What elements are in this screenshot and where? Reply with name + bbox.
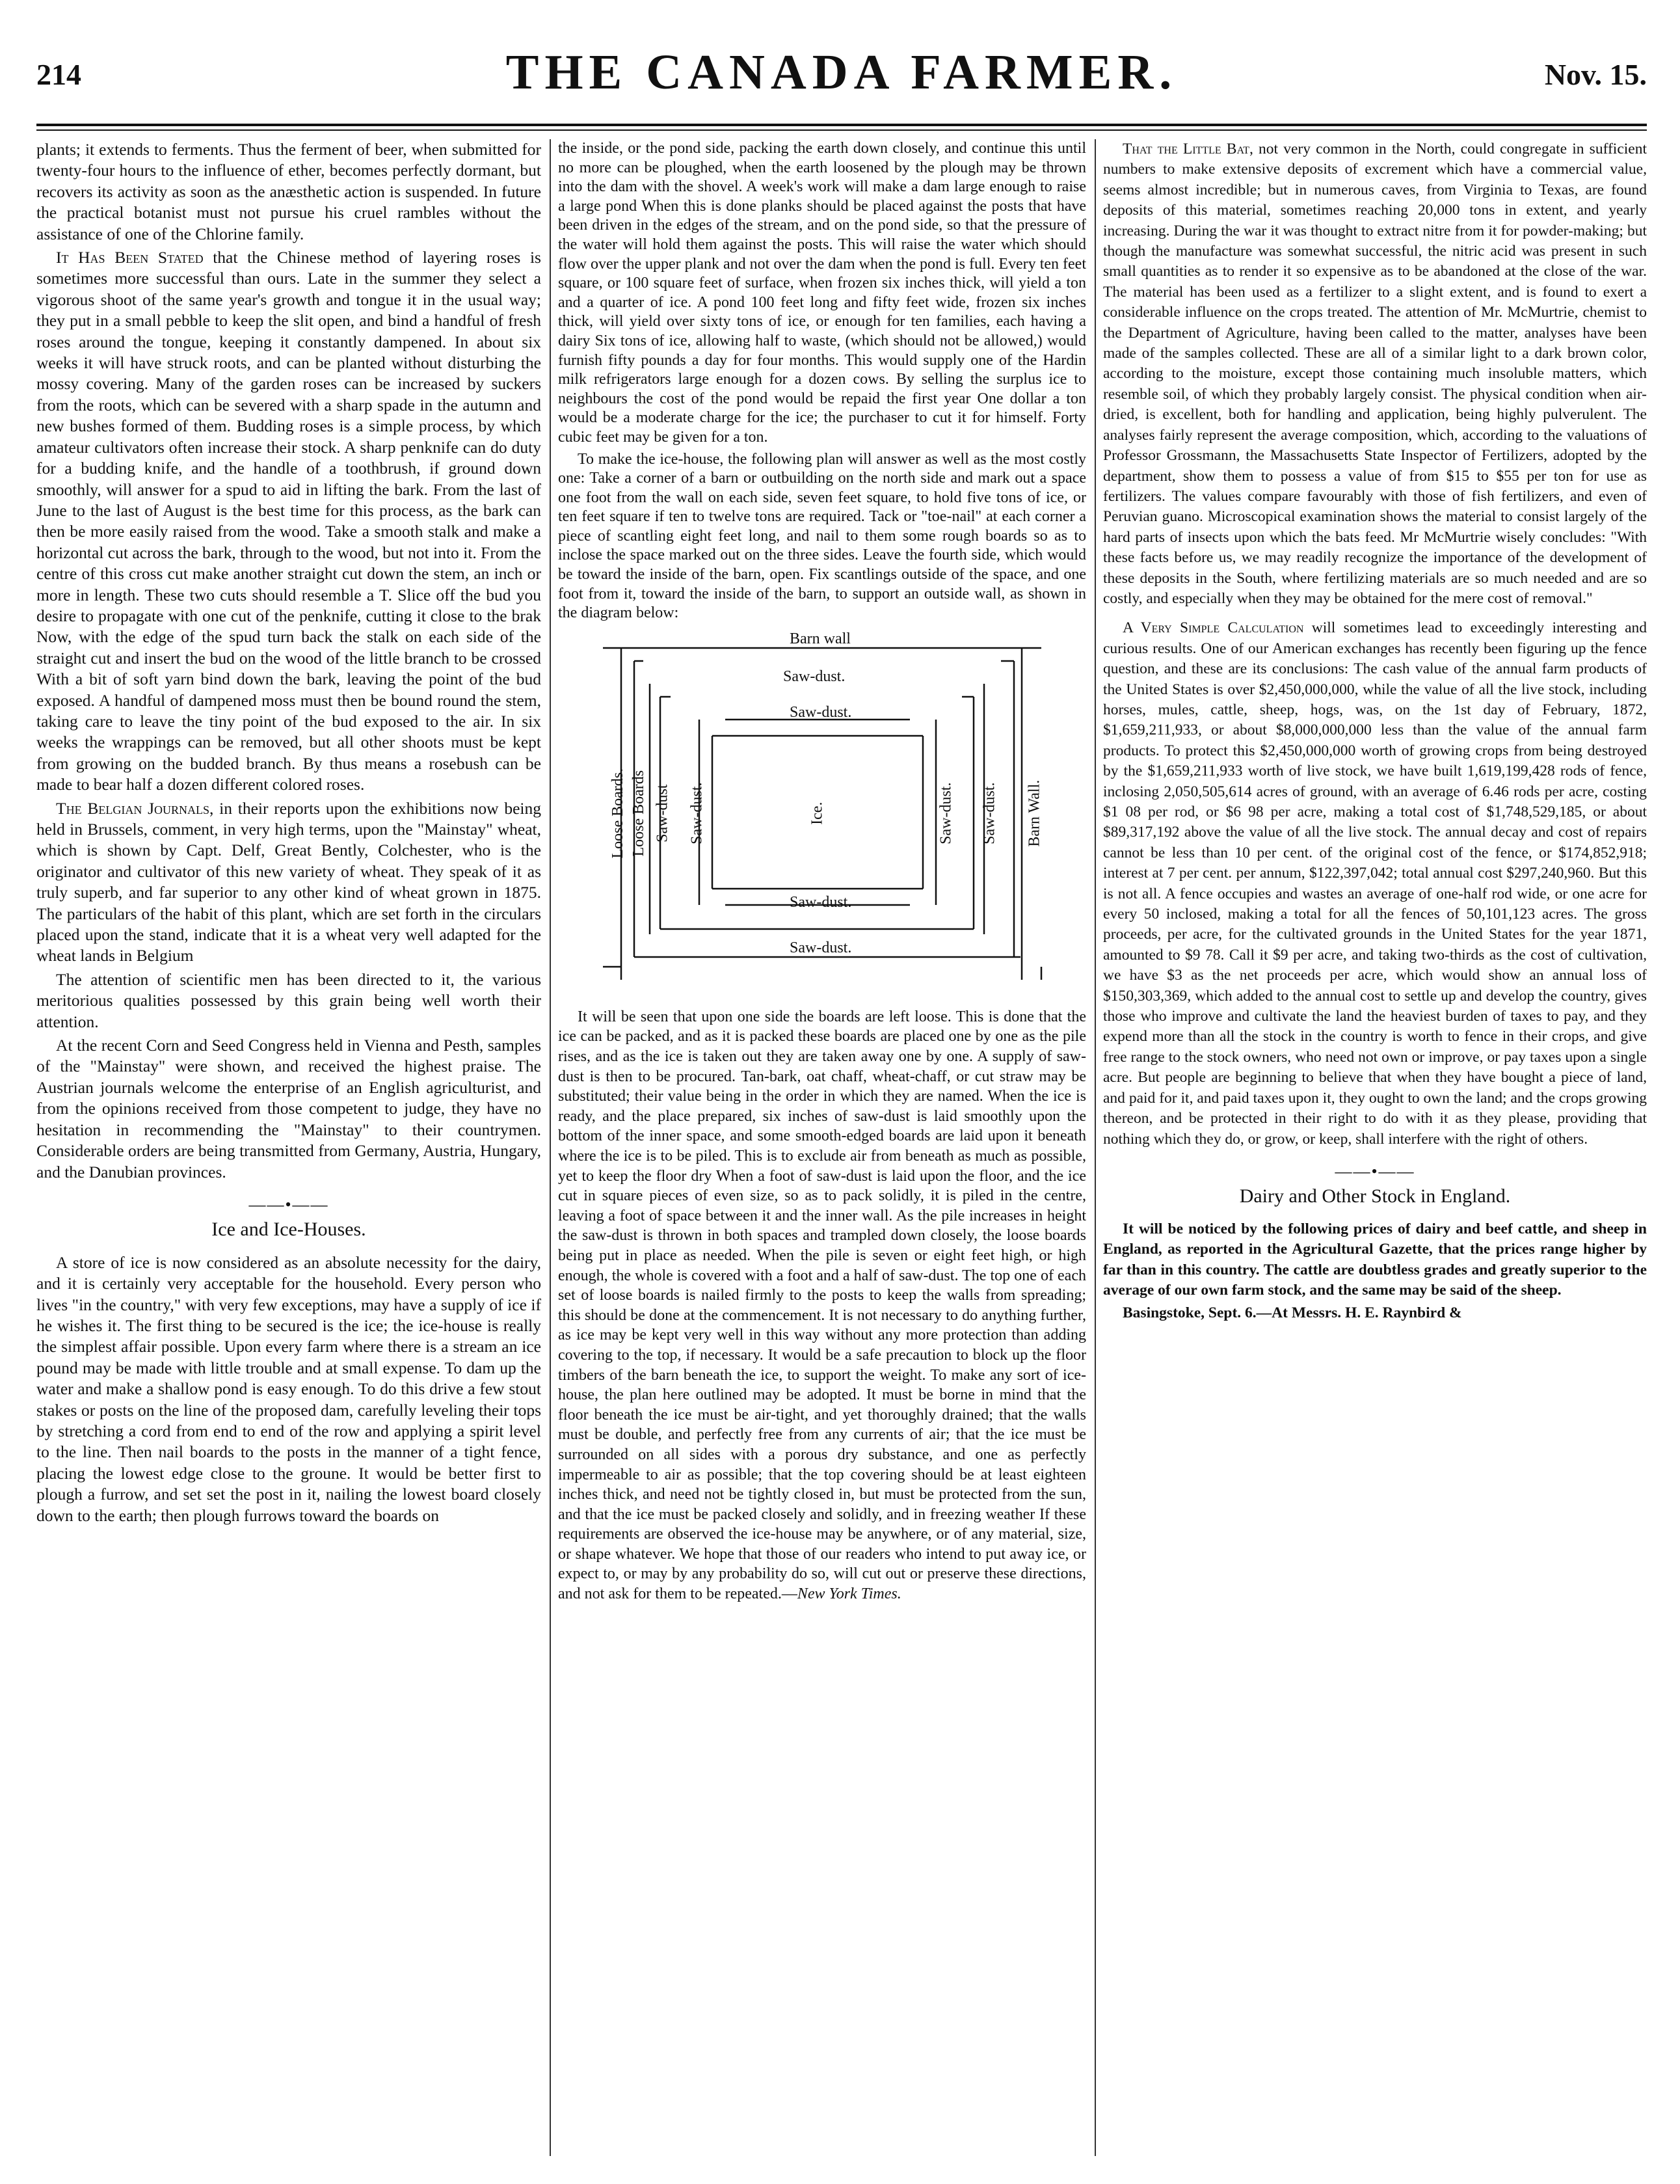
paragraph: It will be noticed by the following prices of dairy and beef cattle, and sheep in England, as reported in the Agricultural Gazette, that the prices range higher by far than in this country. The cattle are doubtless grades and greatly superior to the average of our own farm stock, and the same may be said of the sheep. xyxy=(1103,1220,1647,1299)
paragraph-text: It will be seen that upon one side the boards are left loose. This is done that the ice can be packed, and as it is packed these boards are placed one by one as the pile rises, and as the ice is taken out they are taken away one by one. A supply of saw-dust is then to be procured. Tan-bark, oat chaff, wheat-chaff, or cut straw may be substituted; their value being in the order in which they are named. When the ice is ready, and the place prepared, six inches of saw-dust is laid smoothly upon the bottom of the inner space, and some smooth-edged boards are laid upon it beneath where the ice is to be piled. This is to exclude air from beneath as much as possible, yet to keep the floor dry When a foot of saw-dust is laid upon the floor, and the ice cut in square pieces of even size, so as to pack solidly, it is piled in the centre, leaving a foot of space between it and the inner wall. As the pile increases in height the saw-dust is thrown in both spaces and trampled down closely, the loose boards being put in place as needed. When the pile is seven or eight feet high, or high enough, the whole is covered with a foot and a half of saw-dust. The top one of each set of loose boards is nailed firmly to the posts to keep the walls from spreading; this should be done at the commencement. It is not necessary to do anything further, as ice may be kept very well in this way without any more protection than adding covering to the top, if necessary. It would be a safe precaution to block up the floor timbers of the barn beneath the ice, to support the weight. To make any sort of ice-house, the plan here outlined may be adopted. It must be borne in mind that the floor beneath the ice must be air-tight, and yet thoroughly drained; that the walls must be double, and perfectly free from any currents of air; that the ice must be surrounded on all sides with a porous dry substance, and one as perfectly impermeable to air as possible; that the top covering should be at least eighteen inches thick, and need not be tightly closed in, but must be protected from the sun, and that the ice must be packed closely and solidly, and in freezing weather If these requirements are observed the ice-house may be anywhere, or of any material, size, or shape whatever. We hope that those of our readers who intend to put away ice, or expect to, or may by any probability do so, will cut out or preserve these directions, and not ask for them to be repeated. xyxy=(558,1008,1086,1603)
paragraph-text: in their reports upon the exhibitions now being held in Brussels, comment, in very high terms, upon the "Mainstay" wheat, which is shown by Capt. Delf, Great Bently, Colchester, who is the originator and cultivator of this new variety of wheat. They speak of it as truly superb, and far superior to any other kind of wheat grown in 1875. The particulars of the habit of this plant, which are set forth in the circulars placed upon the stand, indicate that it is a wheat very well adapted for the wheat lands in Belgium xyxy=(36,798,541,965)
paragraph-text: that the Chinese method of layering roses is sometimes more successful than ours. Late in the summer they select a vigorous shoot of the same year's growth and tongue it in the usual way; they put in a small pebble to keep the slit open, and bind a handful of fresh roses around the tongue, keeping it constantly dampened. In about six weeks it will have struck roots, and can be planted without disturbing the mossy covering. Many of the garden roses can be increased by suckers from the roots, which can be severed with a sharp spade in the autumn and new bushes formed of them. Budding roses is a simple process, by which amateur cultivators often increase their stock. A sharp penknife can do duty for a budding knife, and the handle of a toothbrush, if ground down smoothly, will answer for a spud to aid in lifting the bark. From the last of June to the last of August is the best time for this process, as the bark can then be more easily raised from the wood. Take a smooth stalk and make a horizontal cut across the bark, through to the wood, but not into it. From the centre of this cross cut make another straight cut down the stem, an inch or more in length. These two cuts should resemble a T. Slice off the bud you desire to propagate with one cut of the penknife, cutting it close to the brak Now, with the edge of the spud turn back the stalk on each side of the straight cut and insert the bud on the wood of the little branch to be crossed With a bit of soft yarn bind down the bark, leaving the point of the bud exposed. A handful of dampened moss must then be bound round the stem, taking care to leave the tiny point of the bud exposed to the air. In six weeks the wrappings can be removed, but all other shoots must be kept from growing on the budded branch. By thus means a rosebush can be made to bear half a dozen different colored roses. xyxy=(36,248,541,794)
label-saw-dust: Saw-dust. xyxy=(688,782,706,844)
column-2 xyxy=(558,139,1086,2163)
masthead: THE CANADA FARMER. xyxy=(505,45,1178,100)
header-rule-thick xyxy=(36,124,1647,126)
paragraph-text: not very common in the North, could congregate in sufficient numbers to make extensive deposits of excrement which have a commercial value, seems almost incredible; but in numerous caves, from Virginia to Texas, are found deposits of this material, sometimes reaching 20,000 tons in extent, and yearly increasing. During the war it was thought to extract nitre from it for powder-making; but though the manufacture was somewhat successful, the nitric acid was present in such small quantities as to render it so expensive as to be abandoned at the close of the war. The material has been used as a fertilizer to a slight extent, and is found to exert a considerable influence on the crops treated. The attention of Mr. McMurtrie, chemist to the Department of Agriculture, having been called to the matter, analyses have been made of the samples collected. These are all of a similar light to a dark brown color, according to the moisture, except those containing much insoluble matters, which resemble soil, of which they probably largely consist. The physical condition when air-dried, is excellent, both for handling and application, being highly pulverulent. The analyses fairly represent the average composition, which, according to the valuations of Professor Grossmann, the Massachusetts State Inspector of Fertilizers, adopted by the department, show them to possess a value of from $15 to $55 per ton for use as fertilizers. The values compare favourably with those of fish fertilizers, and even of Peruvian guano. Microscopical examination shows the material to consist largely of the hard parts of insects upon which the bats feed. Mr McMurtrie wisely concludes: "With these facts before us, we may readily recognize the importance of the development of these deposits in the South, where fertilizing materials are so much needed and are so costly, and especially when they may be obtained for the mere cost of removal." xyxy=(1103,141,1647,607)
page-header xyxy=(36,45,1647,122)
label-saw-dust: Saw-dust xyxy=(654,784,671,843)
ice-house-diagram xyxy=(598,628,1047,993)
paragraph: plants; it extends to ferments. Thus the ferment of beer, when submitted for twenty-four hours to the influence of ether, becomes perfectly dormant, but recovers its activity as soon as the anæsthetic action is suspended. In future the practical botanist must not pursue his cruel rambles without the assistance of one of the Chlorine family. xyxy=(36,140,541,243)
label-saw-dust: Saw-dust. xyxy=(937,782,955,844)
label-loose-boards: Loose Boards xyxy=(630,770,648,857)
label-ice: Ice. xyxy=(808,802,826,825)
paragraph: Basingstoke, Sept. 6.—At Messrs. H. E. Raynbird & xyxy=(1123,1304,1462,1322)
paragraph xyxy=(36,247,541,796)
column-divider xyxy=(550,139,551,2156)
label-saw-dust: Saw-dust. xyxy=(790,939,852,956)
paragraph-text: will sometimes lead to exceedingly interesting and curious results. One of our American exchanges has recently been figuring up the fence question, and these are its conclusions: The cash value of the annual farm products of the United States is over $2,450,000,000, while the value of all the live stock, including horses, mules, cattle, sheep, hogs, was, on the 1st day of February, 1872, $1,659,211,933, or about $8,000,000,000 less than the value of the annual farm products. To protect this $2,450,000,000 worth of growing crops from being destroyed by the $1,659,211,933 worth of live stock, we have built 1,619,199,428 rods of fence, inclosing 2,050,505,614 acres of ground, with an average of 6.46 rods per acre, costing $1 08 per rod, or $6 98 per acre, making a total cost of $1,748,529,185, or about $89,317,192 above the value of all the live stock. The annual decay and cost of repairs cannot be less than 10 per cent. of the original cost of the fence, or $174,852,918; interest at 7 per cent. per annum, $122,397,042; total annual cost $297,240,960. But this is not all. A fence occupies and wastes an average of one-half rod wide, or one acre for every 50 inclosed, making a total for all the fences of 50,101,123 acres. The gross proceeds, per acre, for the cultivated grounds in the United States for the year 1871, amounted to $9 78. Call it $9 per acre, and taking two-thirds as the cost of cultivation, we have $3 as the net proceeds per acre, which would show an annual loss of $150,303,369, which added to the annual cost to settle up and develop the country, gives those who improve and cultivate the land the heaviest burden of taxes to pay, and they expend more than all the stock in the country is worth to fence in their crops, and give free range to the stock owners, who need not own or improve, or pay taxes upon a single acre. But people are beginning to believe that when they have bought a piece of land, and paid for it, and paid taxes upon it, they ought to own the land; and the crops growing thereon, and be protected in their right to do with it as they please, providing that nothing which they do, or grow, or keep, shall interfere with the right of others. xyxy=(1103,619,1647,1148)
section-heading: Dairy and Other Stock in England. xyxy=(1239,1185,1511,1207)
source-credit: New York Times. xyxy=(797,1585,901,1603)
lead-in: That the Little Bat, xyxy=(1123,141,1253,157)
paragraph: the inside, or the pond side, packing the earth down closely, and continue this until no more can be ploughed, when the earth loosened by the plough may be thrown into the dam with the shovel. A week's work will make a dam large enough to raise a large pond When this is done planks should be placed against the posts that have been driven in the edges of the stream, and on the pond side, so that the pressure of the water will hold them against the posts. This will raise the water which should flow over the upper plank and not over the dam when the pond is full. Every ten feet square, or 100 square feet of surface, when frozen six inches thick, will yield a ton and a quarter of ice. A pond 100 feet long and fifty feet wide, frozen six inches thick, will yield over sixty tons of ice, or enough for ten families, each having a dairy Six tons of ice, allowing half to waste, (which should not be allowed,) would furnish fifty pounds a day for four months. This would supply one of the Hardin milk refrigerators large enough for a dozen cows. By selling the surplus ice to neighbours the cost of the pond would be repaid the first year One dollar a ton would be a moderate charge for the ice; the purchaser to cut it for himself. Forty cubic feet may be given for a ton. xyxy=(558,140,1086,446)
section-heading: Ice and Ice-Houses. xyxy=(211,1219,366,1241)
column-divider xyxy=(1095,139,1096,2156)
column-3 xyxy=(1103,139,1647,2163)
lead-in: It Has Been Stated xyxy=(56,248,204,267)
section-separator: ——•—— xyxy=(1335,1161,1415,1181)
lead-in: A Very Simple Calculation xyxy=(1123,619,1304,637)
paragraph: A store of ice is now considered as an absolute necessity for the dairy, and it is certainly very acceptable for the household. Every person who lives "in the country," with very few exceptions, may have a supply of ice if he wishes it. The first thing to be secured is the ice; the ice-house is really the simplest affair possible. Upon every farm where there is a stream an ice pound may be made with little trouble and at small expense. To dam up the water and make a shallow pond is easy enough. To do this drive a few stout stakes or posts on the line of the proposed dam, carefully leveling their tops by stretching a cord from end to end of the row and applying a spirit level to the line. Then nail boards to the posts in the manner of a tight fence, placing the lowest edge close to the groune. It would be better first to plough a furrow, and set set the post in it, nailing the lowest board closely down to the earth; then plough furrows toward the boards on xyxy=(36,1252,541,1525)
header-rule-thin xyxy=(36,129,1647,131)
lead-in: The Belgian Journals, xyxy=(56,798,214,818)
page-number: 214 xyxy=(36,58,81,91)
label-saw-dust: Saw-dust. xyxy=(790,893,852,911)
column-1 xyxy=(36,139,541,2163)
label-barn-wall: Barn Wall. xyxy=(1026,779,1043,847)
section-separator: ——•—— xyxy=(248,1194,329,1214)
label-saw-dust: Saw-dust. xyxy=(981,782,998,844)
paragraph xyxy=(1103,139,1647,609)
paragraph xyxy=(36,798,541,967)
label-saw-dust: Saw-dust. xyxy=(790,703,852,721)
label-loose-boards: Loose Boards. xyxy=(609,768,627,859)
paragraph xyxy=(1103,618,1647,1150)
paragraph: The attention of scientific men has been directed to it, the various meritorious qualities possessed by this grain being well worth their attention. xyxy=(36,969,541,1031)
issue-date: Nov. 15. xyxy=(1544,58,1647,91)
paragraph: At the recent Corn and Seed Congress held in Vienna and Pesth, samples of the "Mainstay" were shown, and received the highest praise. The Austrian journals welcome the enterprise of an English agriculturist, and from the opinions received from those competent to judge, they have no hesitation in recommending the "Mainstay" to their countrymen. Considerable orders are being transmitted from Germany, Austria, Hungary, and the Danubian provinces. xyxy=(36,1036,541,1181)
paragraph: To make the ice-house, the following plan will answer as well as the most costly one: Take a corner of a barn or outbuilding on the north side and mark out a space one foot from the wall on each side, seven feet square, to hold five tons of ice, or ten feet square if ten to twelve tons are required. Tack or "toe-nail" at each corner a piece of scantling eight feet long, and nail to them some rough boards so as to inclose the space marked out on the three sides. Leave the fourth side, which would be toward the inside of the barn, open. Fix scantlings outside of the space, and one foot from it, toward the inside of the barn, to support an outside wall, as shown in the diagram below: xyxy=(558,450,1086,622)
label-barn-wall: Barn wall xyxy=(790,630,851,647)
paragraph: It will be seen that upon one side the boards are left loose. This is done that the ice can be packed, and as it is packed these boards are placed one by one as the pile rises, and as the ice is taken out they are taken away one by one. A supply of saw-dust is then to be procured. Tan-bark, oat chaff, wheat-chaff, or cut straw may be substituted; their value being in the order in which they are named. When the ice is ready, and the place prepared, six inches of saw-dust is laid smoothly upon the bottom of the inner space, and some smooth-edged boards are laid upon it beneath where the ice is to be piled. This is to exclude air from beneath as much as possible, yet to keep the floor dry When a foot of saw-dust is laid upon the floor, and the ice cut in square pieces of even size, so as to pack solidly, it is piled in the centre, leaving a foot of space between it and the inner wall. As the pile increases in height the saw-dust is thrown in both spaces and trampled down closely, the loose boards being put in place as needed. When the pile is seven or eight feet high, or high enough, the whole is covered with a foot and a half of saw-dust. The top one of each set of loose boards is nailed firmly to the posts to keep the walls from spreading; this should be done at the commencement. It is not necessary to do anything further, as ice may be kept very well in this way without any more protection than adding covering to the top, if necessary. It would be a safe precaution to block up the floor timbers of the barn beneath the ice, to support the weight. To make any sort of ice-house, the plan here outlined may be adopted. It must be borne in mind that the floor beneath the ice must be air-tight, and yet thoroughly drained; that the walls must be double, and perfectly free from any currents of air; that the ice must be surrounded on all sides with a porous dry substance, and one as perfectly impermeable to air as possible; that the top covering should be at least eighteen inches thick, and need not be tightly closed in, but must be protected from the sun, and that the ice must be packed closely and solidly, and in freezing weather If these requirements are observed the ice-house may be anywhere, or of any material, size, or shape whatever. We hope that those of our readers who intend to put away ice, or expect to, or may by any probability do so, will cut out or preserve these directions, and not ask for them to be repeated.—New York Times. xyxy=(558,1008,1086,1603)
label-saw-dust: Saw-dust. xyxy=(783,667,846,685)
